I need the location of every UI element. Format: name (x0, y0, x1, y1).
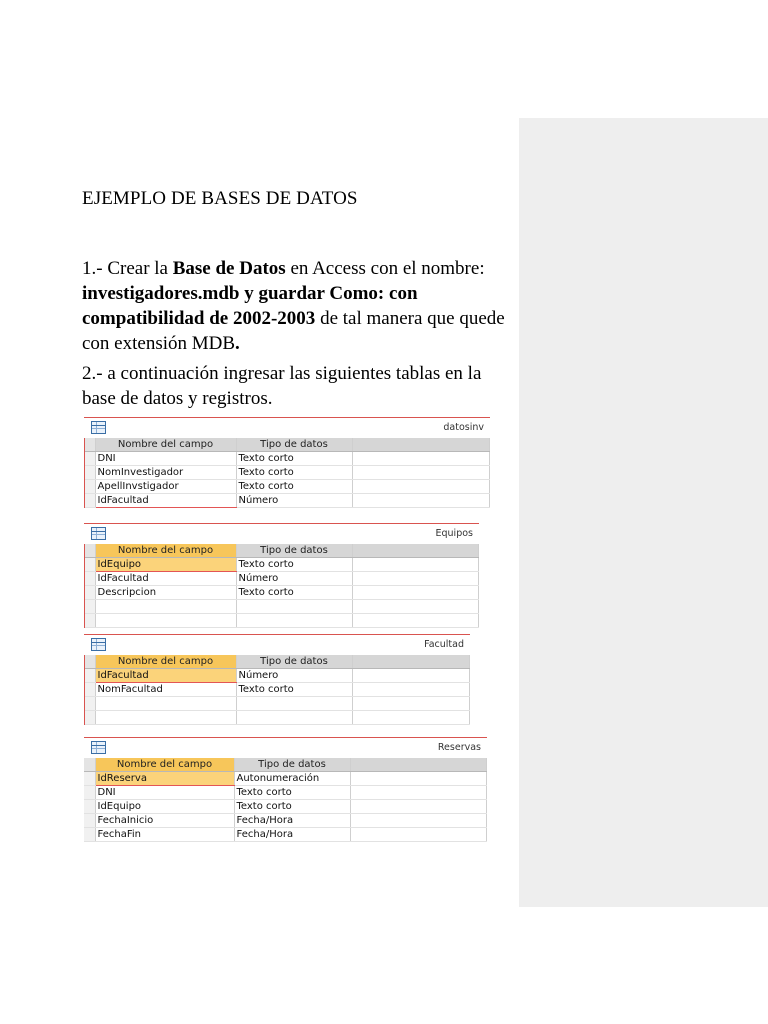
field-name[interactable]: IdReserva (95, 772, 234, 786)
field-type[interactable]: Texto corto (236, 558, 352, 572)
field-type[interactable]: Texto corto (234, 800, 350, 814)
column-header-type: Tipo de datos (236, 655, 352, 669)
table-header-bar (84, 523, 479, 544)
field-type[interactable]: Autonumeración (234, 772, 350, 786)
field-type[interactable]: Texto corto (236, 683, 352, 697)
table-name: Equipos (435, 528, 473, 539)
p1-bold-2: investigadores.mdb y guardar Como: con compatibilidad de 2002-2003 (82, 283, 418, 329)
field-name[interactable]: ApellInvstigador (95, 480, 236, 494)
field-type[interactable]: Fecha/Hora (234, 814, 350, 828)
field-type[interactable]: Texto corto (234, 786, 350, 800)
field-name[interactable]: IdFacultad (95, 669, 236, 683)
table-row[interactable] (84, 494, 490, 508)
column-header-type: Tipo de datos (236, 544, 352, 558)
p1-bold-1: Base de Datos (172, 258, 286, 279)
field-name[interactable]: NomFacultad (95, 683, 236, 697)
field-name[interactable]: IdEquipo (95, 558, 236, 572)
column-header-type: Tipo de datos (234, 758, 350, 772)
table-row[interactable] (84, 786, 487, 800)
table-row[interactable] (84, 558, 479, 572)
table-row[interactable] (84, 669, 470, 683)
p1-text-2: en Access con el nombre: (285, 258, 485, 279)
field-type[interactable]: Texto corto (236, 480, 352, 494)
table-row[interactable] (84, 814, 487, 828)
field-type[interactable]: Fecha/Hora (234, 828, 350, 842)
table-header-bar (84, 634, 470, 655)
field-type[interactable]: Texto corto (236, 466, 352, 480)
table-icon (91, 421, 106, 434)
field-type[interactable]: Texto corto (236, 586, 352, 600)
table-row-empty[interactable] (84, 614, 479, 628)
table-row-empty[interactable] (84, 697, 470, 711)
column-header-field: Nombre del campo (95, 544, 236, 558)
column-header-field: Nombre del campo (95, 655, 236, 669)
column-header-type: Tipo de datos (236, 438, 352, 452)
table-header-bar (84, 417, 490, 438)
table-row[interactable] (84, 466, 490, 480)
column-header-field: Nombre del campo (95, 438, 236, 452)
field-type[interactable]: Número (236, 494, 352, 508)
table-row-empty[interactable] (84, 600, 479, 614)
field-type[interactable]: Número (236, 572, 352, 586)
table-row[interactable] (84, 772, 487, 786)
table-row[interactable] (84, 828, 487, 842)
field-name[interactable]: IdFacultad (95, 494, 236, 508)
document-heading: EJEMPLO DE BASES DE DATOS (82, 188, 358, 209)
table-row[interactable] (84, 480, 490, 494)
field-name[interactable]: IdEquipo (95, 800, 234, 814)
instruction-paragraph-2: 2.- a continuación ingresar las siguientes tablas en la base de datos y registros. (82, 363, 482, 409)
table-reservas (84, 737, 487, 842)
table-header-bar (84, 737, 487, 758)
field-name[interactable]: DNI (95, 452, 236, 466)
table-row[interactable] (84, 572, 479, 586)
table-row[interactable] (84, 683, 470, 697)
table-facultad (84, 634, 470, 725)
table-row-empty[interactable] (84, 711, 470, 725)
column-header-field: Nombre del campo (95, 758, 234, 772)
table-name: Facultad (424, 639, 464, 650)
field-type[interactable]: Número (236, 669, 352, 683)
table-row[interactable] (84, 586, 479, 600)
table-icon (91, 741, 106, 754)
comment-pane (519, 118, 768, 907)
field-name[interactable]: FechaInicio (95, 814, 234, 828)
instruction-paragraph-1 (82, 256, 512, 356)
p1-text-1: 1.- Crear la (82, 258, 173, 279)
table-datosinv (84, 417, 490, 508)
field-name[interactable]: NomInvestigador (95, 466, 236, 480)
table-icon (91, 527, 106, 540)
table-equipos (84, 523, 479, 628)
p1-text-3: de tal manera que quede con extensión MDB (82, 308, 505, 354)
table-name: Reservas (437, 742, 481, 753)
field-name[interactable]: IdFacultad (95, 572, 236, 586)
field-name[interactable]: Descripcion (95, 586, 236, 600)
table-icon (91, 638, 106, 651)
table-name: datosinv (443, 422, 484, 433)
p1-bold-3: . (235, 333, 240, 354)
field-name[interactable]: FechaFin (95, 828, 234, 842)
field-type[interactable]: Texto corto (236, 452, 352, 466)
table-row[interactable] (84, 452, 490, 466)
table-row[interactable] (84, 800, 487, 814)
field-name[interactable]: DNI (95, 786, 234, 800)
